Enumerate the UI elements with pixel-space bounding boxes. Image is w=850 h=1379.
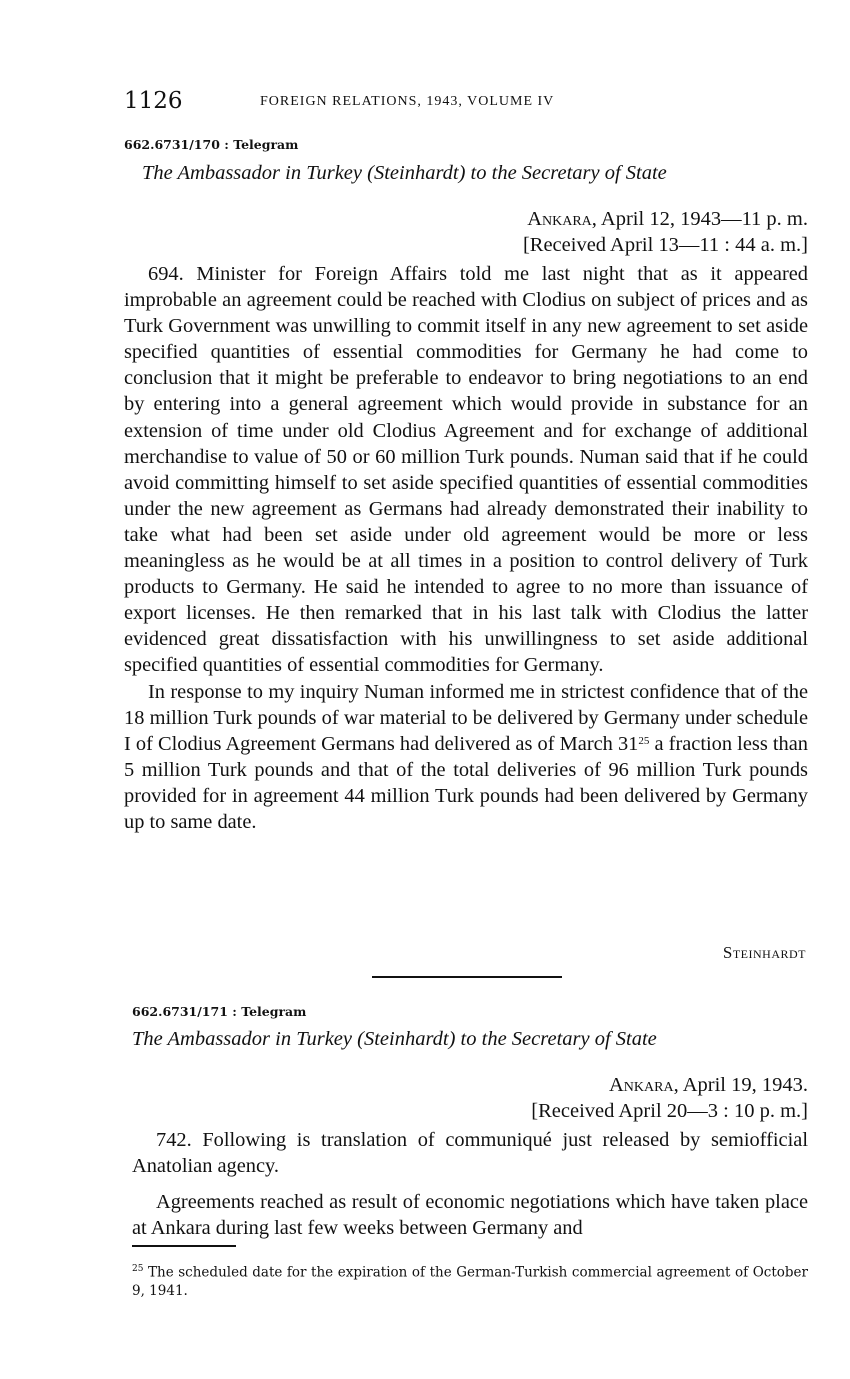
footnote-text: The scheduled date for the expiration of the German-Turkish commercial agreement of October 9, 1941. — [132, 1264, 808, 1299]
doc2-paragraph-2: Agreements reached as result of economic negotiations which have taken place at Ankara during last few weeks between Germany and — [132, 1191, 808, 1240]
doc1-dateline — [523, 206, 808, 258]
doc1-received: [Received April 13—11 : 44 a. m.] — [522, 234, 808, 256]
section-divider — [372, 976, 562, 978]
doc2-date: April 19, 1943. — [678, 1074, 808, 1096]
doc2-paragraph-1: 742. Following is translation of communiqué just released by semiofficial Anatolian agency. — [132, 1129, 808, 1178]
doc1-place: Ankara, — [527, 208, 597, 230]
footnote-reference: 25 — [638, 734, 650, 747]
doc1-title: The Ambassador in Turkey (Steinhardt) to the Secretary of State — [142, 162, 667, 184]
doc2-received: [Received April 20—3 : 10 p. m.] — [531, 1100, 808, 1122]
doc1-body — [124, 261, 808, 835]
doc2-body — [132, 1127, 808, 1241]
doc1-place-date — [523, 206, 808, 232]
doc1-paragraph-1: 694. Minister for Foreign Affairs told me last night that as it appeared improbable an agreement could be reached with Clodius on subject of prices and as Turk Government was unwilling to commit itself in any new agreement to set aside specified quantities of essential commodities for Germany he had come to conclusion that it might be preferable to endeavor to bring negotiations to an end by entering into a general agreement which would provide in substance for an extension of time under old Clodius Agreement and for exchange of additional merchandise to value of 50 or 60 million Turk pounds. Numan said that if he could avoid committing himself to set aside specified quantities of essential commodities under the new agreement as Germans had already demonstrated their inability to take what had been set aside under old agreement would be more or less meaningless as he would be at all times in a position to control delivery of Turk products to Germany. He said he intended to agree to no more than issuance of export licenses. He then remarked that in his last talk with Clodius the latter evidenced great dissatisfaction with his unwillingness to set aside additional specified quantities of essential commodities for Germany. — [124, 263, 808, 677]
doc1-paragraph-2-part-2: a fraction less than 5 million Turk pounds and that of the total deliveries of 96 million Turk pounds provided for in agreement 44 million Turk pounds had been delivered by Germany up to same date. — [124, 732, 808, 833]
footnote-mark: 25 — [132, 1264, 144, 1274]
page-number: 1126 — [124, 88, 183, 114]
doc2-title: The Ambassador in Turkey (Steinhardt) to the Secretary of State — [132, 1028, 657, 1050]
doc1-signature: Steinhardt — [722, 943, 806, 962]
doc2-dateline — [531, 1072, 808, 1124]
doc1-date: April 12, 1943—11 p. m. — [596, 208, 808, 230]
doc2-file-reference: 662.6731/171 : Telegram — [132, 1004, 307, 1019]
running-head: FOREIGN RELATIONS, 1943, VOLUME IV — [260, 94, 555, 109]
doc1-file-reference: 662.6731/170 : Telegram — [124, 137, 299, 152]
doc1-paragraph-2 — [124, 679, 808, 836]
page-header — [124, 88, 808, 122]
footnote-rule — [132, 1245, 236, 1247]
doc2-place-date — [531, 1072, 808, 1098]
doc1-paragraph-2-part-1: In response to my inquiry Numan informed me in strictest confidence that of the 18 million Turk pounds of war material to be delivered by Germany under schedule I of Clodius Agreement Germans had delivered as of March 31 — [124, 680, 808, 755]
footnote — [132, 1260, 808, 1300]
doc2-place: Ankara, — [609, 1074, 679, 1096]
